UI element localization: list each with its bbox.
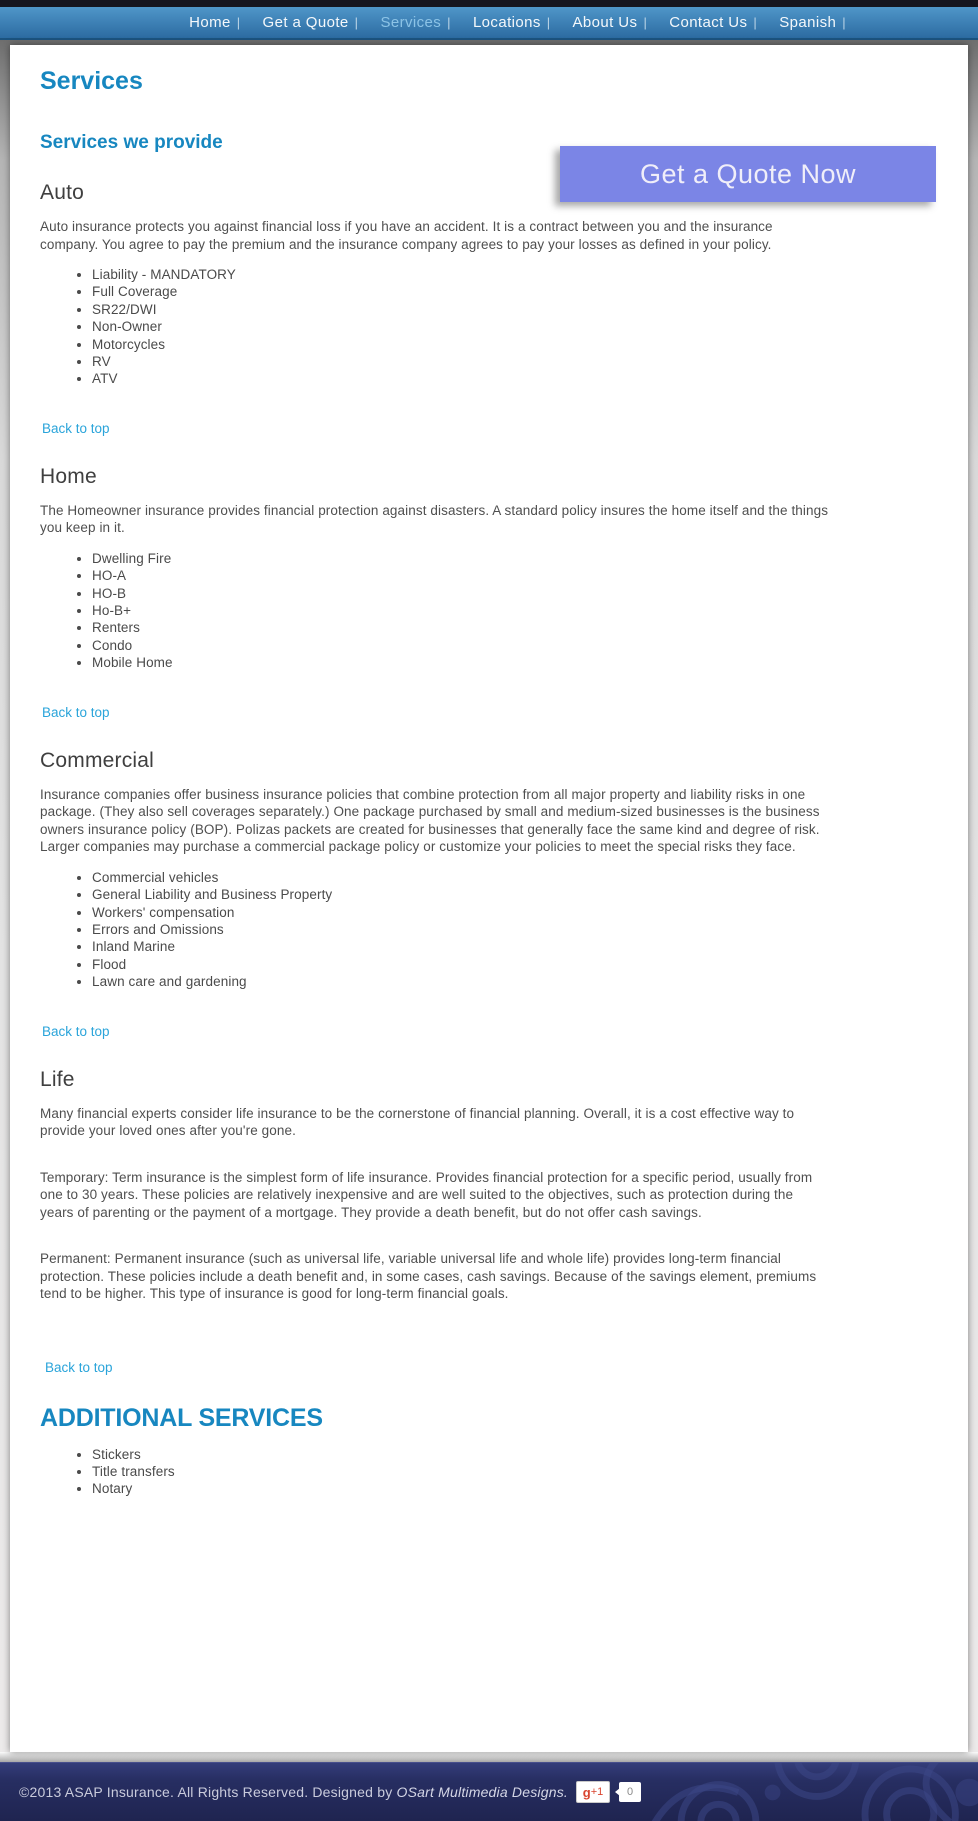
nav-separator: |: [354, 15, 359, 30]
nav-separator: |: [753, 15, 758, 30]
list-item: • RV: [92, 353, 938, 370]
list-item: • Workers' compensation: [92, 904, 938, 921]
page-title: Services: [40, 67, 143, 95]
nav-item-services[interactable]: [358, 14, 451, 31]
list-item: • Dwelling Fire: [92, 550, 938, 567]
google-plus-one-button[interactable]: g +1: [576, 1781, 610, 1803]
nav-separator: |: [546, 15, 551, 30]
list-item: • Notary: [92, 1480, 938, 1497]
section-life: [40, 1068, 938, 1377]
section-bullet-list: [40, 1446, 938, 1498]
nav-item-about-us[interactable]: [551, 14, 648, 31]
nav-separator: |: [447, 15, 451, 30]
nav-item-label[interactable]: Get a Quote: [262, 14, 349, 31]
list-item: • Lawn care and gardening: [92, 973, 938, 990]
list-item: • HO-B: [92, 585, 938, 602]
list-item: • Commercial vehicles: [92, 869, 938, 886]
back-to-top-link[interactable]: Back to top: [42, 1023, 110, 1039]
list-item: • Errors and Omissions: [92, 921, 938, 938]
nav-separator: |: [842, 15, 846, 30]
section-heading-auto: Auto: [40, 181, 84, 204]
nav-item-label[interactable]: About Us: [572, 14, 638, 31]
content-card: [10, 45, 968, 1752]
section-paragraph: Auto insurance protects you against financial loss if you have an accident. It is a contract between you and the insurance company. You agree to pay the premium and the insurance company agrees to pay your losses as defined in your policy.: [40, 219, 773, 252]
nav-item-contact-us[interactable]: [647, 14, 757, 31]
browser-top-strip: [0, 0, 978, 7]
section-heading-additional-services: ADDITIONAL SERVICES: [40, 1403, 323, 1432]
list-item: • Title transfers: [92, 1463, 938, 1480]
list-item: • Renters: [92, 619, 938, 636]
section-paragraph: Temporary: Term insurance is the simplest form of life insurance. Provides financial protection for a specific period, usually from one to 30 years. These policies are relatively inexpensive and are well suited to the objectives, such as protection during the years of parenting or the payment of a mortgage. They provide a death benefit, but do not offer cash savings.: [40, 1169, 813, 1220]
section-home: [40, 465, 938, 722]
list-item: • Stickers: [92, 1446, 938, 1463]
section-paragraph: Insurance companies offer business insurance policies that combine protection from all major property and liability risks in one package. (They also sell coverages separately.) One package purchased by small and medium-sized businesses is the business owners insurance policy (BOP). Polizas packets are created for businesses that generally face the same kind and degree of risk. Larger companies may purchase a commercial package policy or customize your policies to meet the special risks they face.: [40, 786, 820, 855]
list-item: • SR22/DWI: [92, 301, 938, 318]
page-footer: [0, 1762, 978, 1821]
back-to-top-link[interactable]: Back to top: [42, 420, 110, 436]
footer-designer-link[interactable]: OSart Multimedia Designs.: [396, 1784, 569, 1800]
list-item: • General Liability and Business Property: [92, 886, 938, 903]
back-to-top-link[interactable]: Back to top: [42, 704, 110, 720]
list-item: • Mobile Home: [92, 654, 938, 671]
nav-item-get-a-quote[interactable]: [241, 14, 359, 31]
get-a-quote-button[interactable]: Get a Quote Now: [560, 146, 936, 202]
nav-item-label[interactable]: Home: [189, 14, 231, 31]
section-paragraph: Permanent: Permanent insurance (such as universal life, variable universal life and whole life) provides long-term financial protection. These policies include a death benefit and, in some cases, cash savings. Because of the savings element, premiums tend to be higher. This type of insurance is good for long-term financial goals.: [40, 1251, 817, 1302]
section-paragraph: Many financial experts consider life insurance to be the cornerstone of financial planning. Overall, it is a cost effective way to provide your loved ones after you're gone.: [40, 1105, 795, 1139]
main-navigation: [0, 7, 978, 40]
section-heading-home: Home: [40, 464, 97, 488]
section-additional-services: [40, 1404, 938, 1498]
footer-copyright: ©2013 ASAP Insurance. All Rights Reserved. Designed by OSart Multimedia Designs.: [19, 1784, 569, 1800]
back-to-top-link[interactable]: Back to top: [45, 1359, 113, 1375]
nav-item-spanish[interactable]: [757, 14, 846, 31]
section-bullet-list: [40, 550, 938, 672]
nav-item-label[interactable]: Spanish: [779, 14, 837, 31]
nav-item-label[interactable]: Contact Us: [669, 14, 748, 31]
section-auto: [40, 181, 938, 438]
google-plus-count-bubble[interactable]: 0: [619, 1782, 641, 1802]
list-item: • Motorcycles: [92, 336, 938, 353]
section-bullet-list: [40, 869, 938, 991]
nav-separator: |: [236, 15, 241, 30]
list-item: • Liability - MANDATORY: [92, 266, 938, 283]
section-paragraph: The Homeowner insurance provides financial protection against disasters. A standard policy insures the home itself and the things you keep in it.: [40, 502, 829, 536]
nav-item-label[interactable]: Locations: [472, 14, 541, 31]
page-background: [0, 40, 978, 1752]
nav-item-locations[interactable]: [451, 14, 551, 31]
list-item: • Condo: [92, 637, 938, 654]
nav-separator: |: [643, 15, 648, 30]
nav-item-home[interactable]: [167, 14, 240, 31]
section-heading-life: Life: [40, 1067, 75, 1091]
list-item: • Non-Owner: [92, 318, 938, 335]
services-sections: [40, 181, 938, 1498]
section-heading-commercial: Commercial: [40, 748, 155, 772]
page-subtitle: Services we provide: [40, 132, 223, 153]
list-item: • HO-A: [92, 567, 938, 584]
section-bullet-list: [40, 266, 938, 388]
section-commercial: [40, 749, 938, 1041]
list-item: • ATV: [92, 370, 938, 387]
list-item: • Full Coverage: [92, 283, 938, 300]
list-item: • Inland Marine: [92, 938, 938, 955]
list-item: • Flood: [92, 956, 938, 973]
footer-fade-divider: [0, 1752, 978, 1762]
nav-item-label[interactable]: Services: [380, 14, 442, 31]
list-item: • Ho-B+: [92, 602, 938, 619]
